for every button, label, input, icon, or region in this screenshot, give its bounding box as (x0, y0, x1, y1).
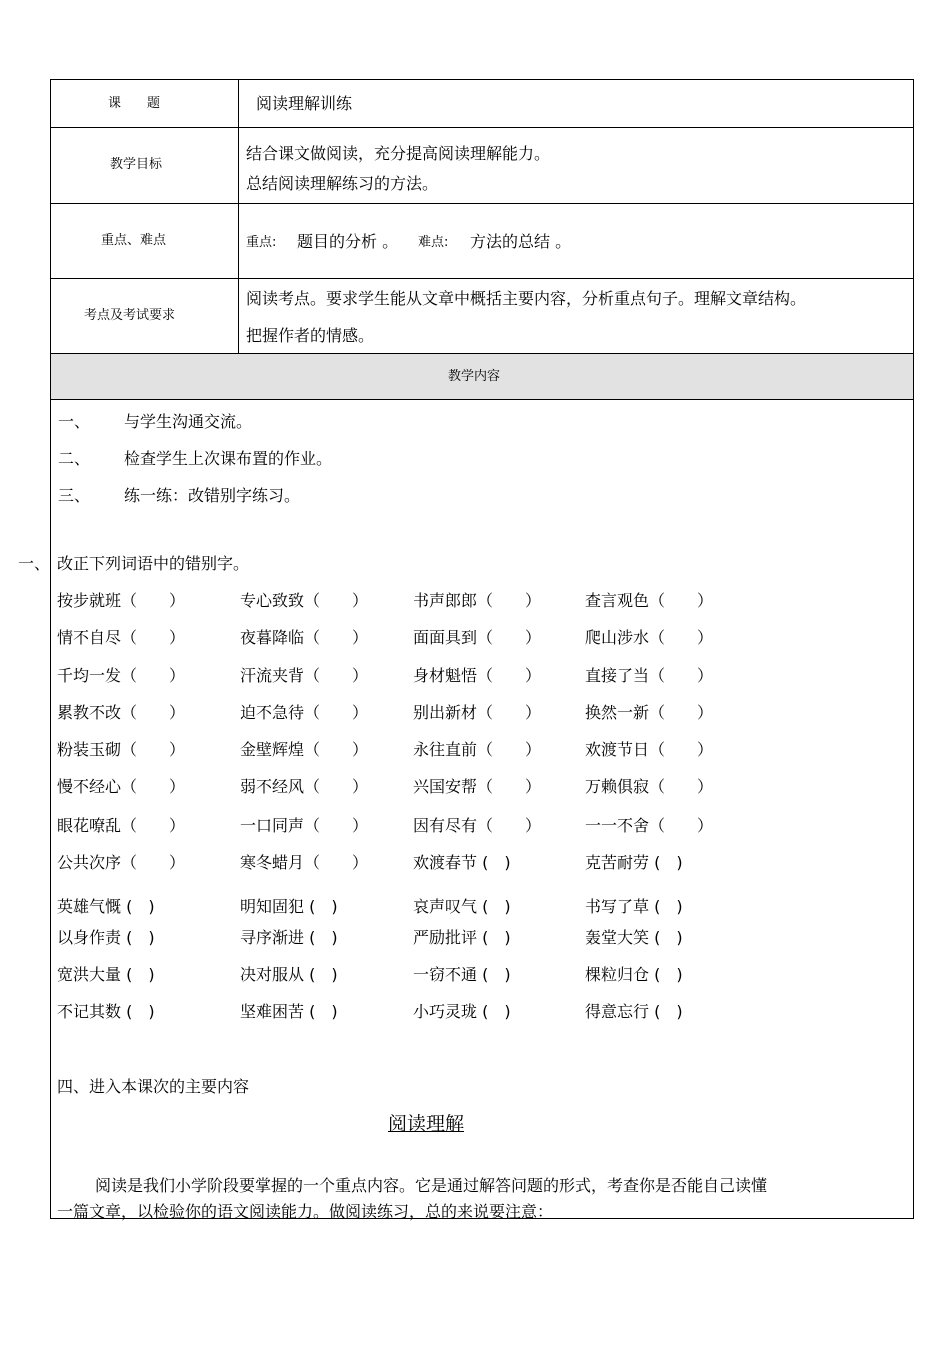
word-item: 坚难困苦 ( ) (240, 1002, 338, 1021)
reading-title: 阅读理解 (388, 1113, 465, 1135)
word-item: 累教不改（ ） (57, 703, 186, 722)
exercise-title: 改正下列词语中的错别字。 (57, 554, 250, 573)
word-item: 金壁辉煌（ ） (240, 740, 369, 759)
word-item: 哀声叹气 ( ) (413, 897, 511, 916)
step-text: 检查学生上次课布置的作业。 (124, 449, 333, 468)
exam-label: 考点及考试要求 (84, 308, 176, 323)
word-item: 眼花嘹乱（ ） (57, 816, 186, 835)
paragraph-line-1: 阅读是我们小学阶段要掌握的一个重点内容。它是通过解答问题的形式，考查你是否能自己读懂 (95, 1176, 768, 1195)
goal-line-1: 结合课文做阅读，充分提高阅读理解能力。 (246, 144, 551, 163)
word-item: 寒冬蜡月（ ） (240, 853, 369, 872)
step-number: 三、 (58, 486, 91, 505)
word-item: 公共次序（ ） (57, 853, 186, 872)
word-item: 粉装玉砌（ ） (57, 740, 186, 759)
row-divider (50, 278, 914, 279)
word-item: 以身作责 ( ) (57, 928, 155, 947)
row-divider (50, 353, 914, 354)
word-item: 面面具到（ ） (413, 628, 542, 647)
word-item: 严励批评 ( ) (413, 928, 511, 947)
difficulty-value: 方法的总结 。 (470, 232, 572, 251)
word-item: 兴国安帮（ ） (413, 777, 542, 796)
word-item: 棵粒归仓 ( ) (585, 965, 683, 984)
word-item: 欢渡春节 ( ) (413, 853, 511, 872)
word-item: 迫不急待（ ） (240, 703, 369, 722)
word-item: 欢渡节日（ ） (585, 740, 714, 759)
goal-label: 教学目标 (110, 157, 163, 172)
key-value: 题目的分析 。 (297, 232, 399, 251)
word-item: 得意忘行 ( ) (585, 1002, 683, 1021)
difficulty-prefix: 难点: (418, 235, 449, 250)
word-item: 查言观色（ ） (585, 591, 714, 610)
word-item: 千均一发（ ） (57, 666, 186, 685)
step-text: 练一练：改错别字练习。 (124, 486, 301, 505)
word-item: 永往直前（ ） (413, 740, 542, 759)
word-item: 按步就班（ ） (57, 591, 186, 610)
goal-line-2: 总结阅读理解练习的方法。 (246, 174, 439, 193)
word-item: 弱不经风（ ） (240, 777, 369, 796)
word-item: 决对服从 ( ) (240, 965, 338, 984)
step-text: 与学生沟通交流。 (124, 412, 253, 431)
word-item: 换然一新（ ） (585, 703, 714, 722)
word-item: 慢不经心（ ） (57, 777, 186, 796)
key-prefix: 重点: (246, 235, 277, 250)
paragraph-line-2: 一篇文章，以检验你的语文阅读能力。做阅读练习，总的来说要注意： (57, 1202, 554, 1221)
word-item: 英雄气慨 ( ) (57, 897, 155, 916)
row-divider (50, 399, 914, 400)
word-item: 一口同声（ ） (240, 816, 369, 835)
column-divider (238, 80, 239, 353)
word-item: 书声郎郎（ ） (413, 591, 542, 610)
word-item: 别出新材（ ） (413, 703, 542, 722)
word-item: 身材魁悟（ ） (413, 666, 542, 685)
topic-label: 课 题 (108, 96, 161, 111)
word-item: 夜暮降临（ ） (240, 628, 369, 647)
word-item: 轰堂大笑 ( ) (585, 928, 683, 947)
word-item: 小巧灵珑 ( ) (413, 1002, 511, 1021)
word-item: 爬山涉水（ ） (585, 628, 714, 647)
content-header: 教学内容 (448, 369, 501, 384)
step-number: 二、 (58, 449, 91, 468)
word-item: 专心致致（ ） (240, 591, 369, 610)
word-item: 汗流夹背（ ） (240, 666, 369, 685)
word-item: 一窃不通 ( ) (413, 965, 511, 984)
word-item: 情不自尽（ ） (57, 628, 186, 647)
word-item: 直接了当（ ） (585, 666, 714, 685)
exam-line-2: 把握作者的情感。 (246, 326, 375, 345)
word-item: 一一不舍（ ） (585, 816, 714, 835)
word-item: 明知固犯 ( ) (240, 897, 338, 916)
exercise-marker: 一、 (18, 554, 51, 573)
exam-line-1: 阅读考点。要求学生能从文章中概括主要内容，分析重点句子。理解文章结构。 (246, 289, 807, 308)
word-item: 书写了草 ( ) (585, 897, 683, 916)
word-item: 寻序渐进 ( ) (240, 928, 338, 947)
word-item: 因有尽有（ ） (413, 816, 542, 835)
word-item: 万赖俱寂（ ） (585, 777, 714, 796)
word-item: 宽洪大量 ( ) (57, 965, 155, 984)
word-item: 克苦耐劳 ( ) (585, 853, 683, 872)
key-label: 重点、难点 (101, 233, 167, 248)
word-item: 不记其数 ( ) (57, 1002, 155, 1021)
topic-value: 阅读理解训练 (256, 94, 353, 113)
row-divider (50, 203, 914, 204)
row-divider (50, 127, 914, 128)
section-heading: 四、进入本课次的主要内容 (57, 1077, 250, 1096)
step-number: 一、 (58, 412, 91, 431)
